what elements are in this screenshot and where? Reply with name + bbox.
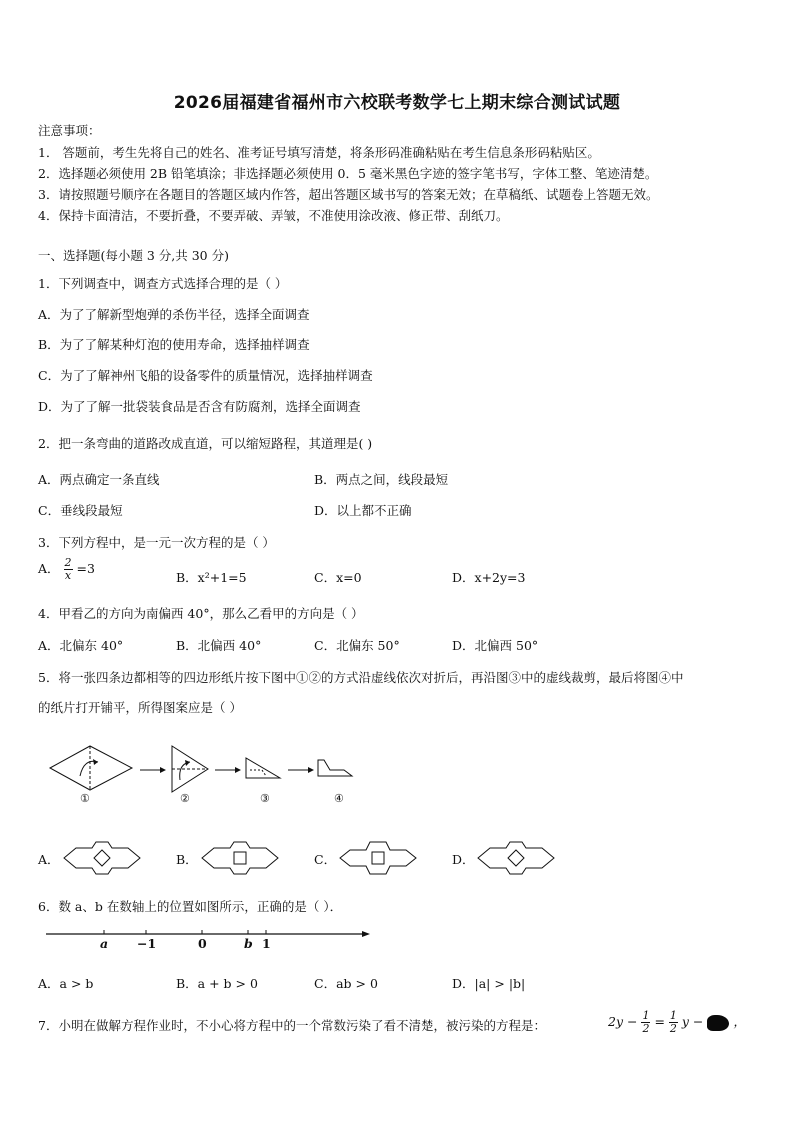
axis-label-0: 0 [198, 936, 207, 951]
q3-option-d: D．x+2y=3 [452, 570, 526, 585]
q5-option-d-label: D． [452, 852, 475, 867]
q1-option-b: B．为了了解某种灯泡的使用寿命，选择抽样调查 [38, 337, 310, 352]
q2-option-b: B．两点之间，线段最短 [314, 472, 449, 487]
q4-option-c: C．北偏东 50° [314, 638, 400, 653]
fraction [669, 1010, 678, 1035]
axis-label-b: b [244, 936, 253, 951]
q2-option-a: A．两点确定一条直线 [38, 472, 160, 487]
equation-equals: = [654, 1014, 665, 1029]
q5-option-c-figure [338, 840, 418, 876]
fraction-denominator: x [64, 569, 72, 582]
q3-option-a-label: A． [38, 561, 60, 576]
fraction-numerator: 1 [642, 1009, 650, 1022]
q2-option-c: C．垂线段最短 [38, 503, 123, 518]
fig-label-4: ④ [334, 792, 344, 805]
axis-label-a: a [100, 936, 109, 951]
q3-option-a-rest: =3 [76, 561, 95, 576]
q5-option-b-label: B． [176, 852, 198, 867]
q3-stem: 3．下列方程中，是一元一次方程的是（ ） [38, 535, 275, 550]
fraction-numerator: 2 [64, 556, 72, 569]
q2-option-d: D．以上都不正确 [314, 503, 412, 518]
fig-label-1: ① [80, 792, 90, 805]
q5-option-a-figure [62, 840, 142, 876]
fraction-numerator: 1 [669, 1009, 677, 1022]
note-item-4: 4．保持卡面清洁，不要折叠，不要弄破、弄皱，不准使用涂改液、修正带、刮纸刀。 [38, 208, 509, 223]
q3-option-a [38, 557, 95, 582]
equation-left: 2y − [608, 1014, 638, 1029]
note-item-3: 3．请按照题号顺序在各题目的答题区域内作答，超出答题区域书写的答案无效；在草稿纸、试题卷上答题无效。 [38, 187, 659, 202]
fig-label-3: ③ [260, 792, 270, 805]
q4-option-d: D．北偏西 50° [452, 638, 539, 653]
q5-option-a-label: A． [38, 852, 60, 867]
fraction-denominator: 2 [669, 1022, 677, 1035]
axis-label-1: 1 [262, 936, 271, 951]
fraction [64, 557, 73, 582]
q4-stem: 4．甲看乙的方向为南偏西 40°，那么乙看甲的方向是（ ） [38, 606, 364, 621]
number-line [46, 924, 372, 954]
q6-option-c: C．ab > 0 [314, 976, 378, 991]
q6-option-b: B．a + b > 0 [176, 976, 258, 991]
fraction-denominator: 2 [642, 1022, 650, 1035]
q6-option-a: A．a > b [38, 976, 94, 991]
q7-stem: 7．小明在做解方程作业时，不小心将方程中的一个常数污染了看不清楚，被污染的方程是： [38, 1018, 546, 1033]
q4-option-a: A．北偏东 40° [38, 638, 124, 653]
notes-heading: 注意事项： [38, 123, 101, 138]
q5-stem-line1: 5．将一张四条边都相等的四边形纸片按下图中①②的方式沿虚线依次对折后，再沿图③中的虚线裁剪，最后将图④中 [38, 670, 684, 685]
q4-option-b: B．北偏西 40° [176, 638, 262, 653]
q2-stem: 2．把一条弯曲的道路改成直道，可以缩短路程，其道理是( ) [38, 436, 373, 451]
q7-equation [608, 1010, 746, 1035]
section-heading: 一、选择题(每小题 3 分,共 30 分) [38, 248, 229, 263]
ink-blot [707, 1015, 729, 1031]
note-item-2: 2．选择题必须使用 2B 铅笔填涂；非选择题必须使用 0．5 毫米黑色字迹的签字笔书写，字体工整、笔迹清楚。 [38, 166, 658, 181]
equation-right: y − [681, 1014, 704, 1029]
note-item-1: 1． 答题前，考生先将自己的姓名、准考证号填写清楚，将条形码准确粘贴在考生信息条形码粘贴区。 [38, 145, 600, 160]
page-title: 2026届福建省福州市六校联考数学七上期末综合测试试题 [173, 93, 621, 113]
q5-option-b-figure [200, 840, 280, 876]
axis-label-neg1: −1 [137, 936, 157, 951]
q3-option-c: C．x=0 [314, 570, 362, 585]
q1-option-a: A．为了了解新型炮弹的杀伤半径，选择全面调查 [38, 307, 310, 322]
q5-stem-line2: 的纸片打开铺平，所得图案应是（ ） [38, 700, 242, 715]
q6-option-d: D．|a| > |b| [452, 976, 526, 991]
q1-option-c: C．为了了解神州飞船的设备零件的质量情况，选择抽样调查 [38, 368, 373, 383]
q6-stem: 6．数 a、b 在数轴上的位置如图所示，正确的是（ ）． [38, 899, 343, 914]
q5-option-c-label: C． [314, 852, 337, 867]
q1-stem: 1．下列调查中，调查方式选择合理的是（ ） [38, 276, 288, 291]
q5-option-d-figure [476, 840, 556, 876]
equation-tail: ， [733, 1014, 746, 1029]
q3-option-b: B．x²+1=5 [176, 570, 247, 585]
fraction [641, 1010, 650, 1035]
q1-option-d: D．为了了解一批袋装食品是否含有防腐剂，选择全面调查 [38, 399, 361, 414]
fig-label-2: ② [180, 792, 190, 805]
